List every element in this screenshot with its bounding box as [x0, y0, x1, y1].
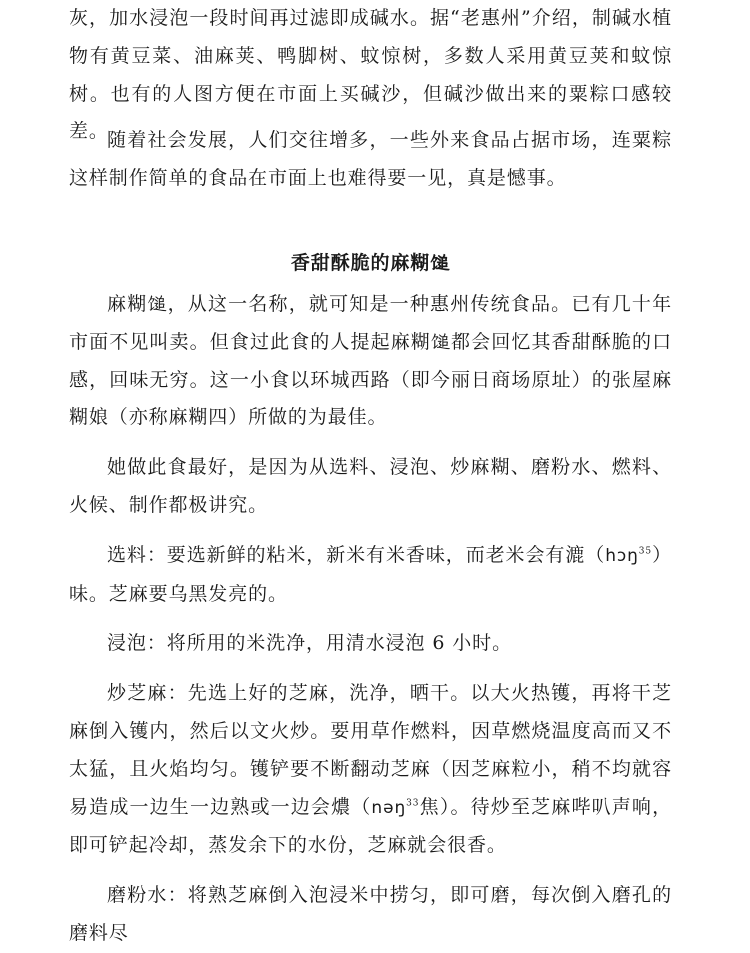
section-paragraph-6: 磨粉水：将熟芝麻倒入泡浸米中捞匀，即可磨，每次倒入磨孔的磨料尽 [69, 884, 672, 944]
section-body [69, 286, 672, 953]
section-paragraph-2: 她做此食最好，是因为从选料、浸泡、炒麻糊、磨粉水、燃料、火候、制作都极讲究。 [69, 456, 672, 516]
p3-phonetic: hɔŋ [605, 545, 639, 566]
p3-text-a: 选料：要选新鲜的粘米，新米有米香味，而老米会有漉（ [107, 543, 606, 566]
section-title: 香甜酥脆的麻糊𫗰 [290, 252, 451, 274]
p3-tone: 35 [638, 546, 653, 557]
p5-tone: 33 [406, 798, 420, 809]
p5-text-b: 焦）。待炒至芝麻哔叭声响，即可铲起冷却，蒸发余下的水份，芝麻就会很香。 [69, 795, 672, 857]
section-paragraph-4: 浸泡：将所用的米洗净，用清水浸泡 6 小时。 [107, 632, 512, 655]
p5-text-a: 炒芝麻：先选上好的芝麻，洗净，晒干。以大火热镬，再将干芝麻倒入镬内，然后以文火炒。要用草作燃料，因草燃烧温度高而又不太猛，且火焰均匀。镬铲要不断翻动芝麻（因芝麻粒小，稍不均就容易造成一边生一边熟或一边会燶（ [69, 682, 672, 818]
p5-phonetic: nəŋ [371, 797, 407, 818]
p3-text-b: ）味。芝麻要乌黑发亮的。 [69, 543, 672, 605]
intro-paragraph-1: 灰，加水浸泡一段时间再过滤即成碱水。据“老惠州”介绍，制碱水植物有黄豆菜、油麻荚、鸭脚树、蚊惊树，多数人采用黄豆荚和蚊惊树。也有的人图方便在市面上买碱沙，但碱沙做出来的粟粽口感较差。 [69, 7, 672, 143]
intro-paragraph-2: 随着社会发展，人们交往增多，一些外来食品占据市场，连粟粽这样制作简单的食品在市面上也难得要一见，真是憾事。 [69, 129, 672, 189]
section-paragraph-3 [69, 537, 672, 614]
section-paragraph-1: 麻糊𫗰，从这一名称，就可知是一种惠州传统食品。已有几十年市面不见叫卖。但食过此食的人提起麻糊𫗰都会回忆其香甜酥脆的口感，回味无穷。这一小食以环城西路（即今丽日商场原址）的张屋麻糊娘（亦称麻糊四）所做的为最佳。 [69, 293, 672, 429]
section-paragraph-5 [69, 675, 672, 865]
